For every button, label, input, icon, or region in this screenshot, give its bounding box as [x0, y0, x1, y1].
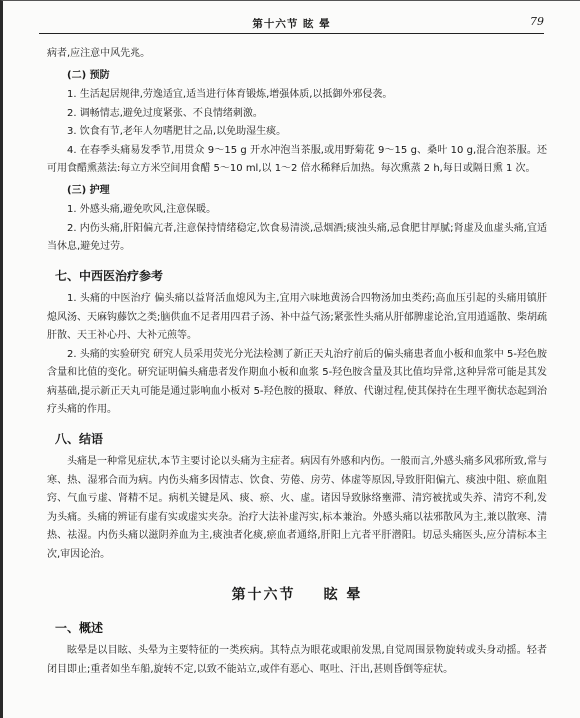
overview-heading: 一、概述: [55, 620, 104, 635]
page-number: 79: [530, 15, 544, 28]
chapter-number: 第十六节: [231, 587, 296, 603]
overview-paragraph: 眩晕是以目眩、头晕为主要特征的一类疾病。其特点为眼花或眼前发黑,自觉周围景物旋转或头身动摇。轻者闭目即止;重者如坐车船,旋转不定,以致不能站立,或伴有恶心、呕吐、汗出,甚则昏倒等症状。: [47, 645, 547, 675]
prevention-item-3: 3. 饮食有节,老年人勿嗜肥甘之品,以免助湿生痰。: [67, 126, 287, 137]
nursing-item-1: 1. 外感头痛,避免吹风,注意保暖。: [67, 204, 217, 215]
chapter-heading: [47, 586, 547, 605]
chapter-title: 眩 晕: [323, 587, 363, 603]
nursing-heading: (三) 护理: [67, 184, 110, 196]
section-7-paragraph-2: 2. 头痛的实验研究 研究人员采用荧光分光法检测了新正天丸治疗前后的偏头痛患者血小板和血浆中 5-羟色胺含量和比值的变化。研究证明偏头痛患者发作期血小板和血浆 5-羟色胺含量及其比值均异常,这种异常可能是其发病基础,提示新正天丸可能是通过影响血小板对 5-羟色胺的摄取、释放、代谢过程,使其保持在生理平衡状态起到治疗头痛的作用。: [47, 348, 547, 415]
continued-text: 病者,应注意中风先兆。: [47, 48, 151, 59]
prevention-item-2: 2. 调畅情志,避免过度紧张、不良情绪刺激。: [67, 107, 263, 119]
prevention-item-4: 4. 在春季头痛易发季节,用贯众 9～15 g 开水冲泡当茶服,或用野菊花 9～15 g、桑叶 10 g,混合泡茶服。还可用食醋熏蒸法:每立方米空间用食醋 5～10 ml,以 1～2 倍水稀释后加热。每次熏蒸 2 h,每日或隔日熏 1 次。: [47, 144, 547, 174]
section-7-heading: 七、中西医治疗参考: [55, 268, 164, 283]
conclusion-paragraph: 头痛是一种常见症状,本节主要讨论以头痛为主症者。病因有外感和内伤。一般而言,外感头痛多风邪所致,常与寒、热、湿邪合而为病。内伤头痛多因情志、饮食、劳倦、房劳、体虚等原因,导致肝阳偏亢、痰浊中阻、瘀血阻窍、气血亏虚、肾精不足。病机关键是风、痰、瘀、火、虚。诸因导致脉络壅滞、清窍被扰或失养、清窍不利,发为头痛。头痛的辨证有虚有实或虚实夹杂。治疗大法补虚泻实,标本兼治。外感头痛以祛邪散风为主,兼以散寒、清热、祛湿。内伤头痛以滋阴养血为主,痰浊者化痰,瘀血者通络,肝阳上亢者平肝潜阳。切忌头痛医头,应分清标本主次,审因论治。: [47, 456, 547, 560]
prevention-heading: (二) 预防: [67, 69, 110, 81]
header-title: 第十六节 眩 晕: [252, 18, 331, 30]
page-content: [47, 45, 547, 679]
prevention-item-1: 1. 生活起居规律,劳逸适宜,适当进行体育锻炼,增强体质,以抵御外邪侵袭。: [67, 89, 393, 100]
section-7-paragraph-1: 1. 头痛的中医治疗 偏头痛以益肾活血熄风为主,宜用六味地黄汤合四物汤加虫类药;高血压引起的头痛用镇肝熄风汤、天麻钩藤饮之类;脑供血不足者用四君子汤、补中益气汤;紧张性头痛从肝郁脾虚论治,宜用逍遥散、柴胡疏肝散、天王补心丹、大补元煎等。: [47, 293, 547, 341]
nursing-item-2: 2. 内伤头痛,肝阳偏亢者,注意保持情绪稳定,饮食易清淡,忌烟酒;痰浊头痛,忌食肥甘厚腻;肾虚及血虚头痛,宜适当休息,避免过劳。: [47, 222, 547, 252]
section-8-heading: 八、结语: [55, 431, 104, 446]
page-header: [39, 13, 544, 34]
